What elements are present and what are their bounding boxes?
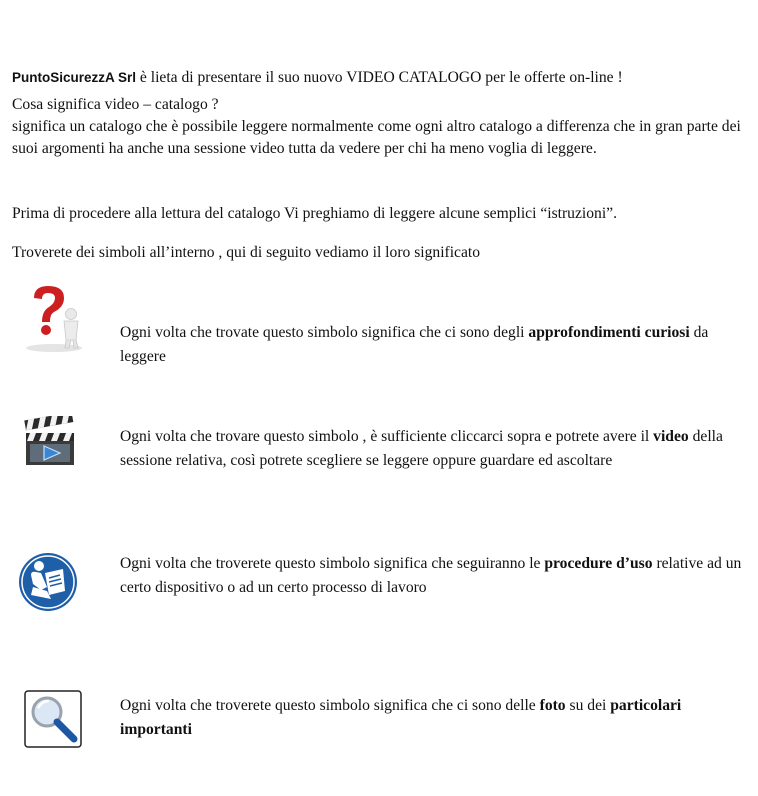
intro-symbols: Troverete dei simboli all’interno , qui di seguito vediamo il loro significato — [12, 244, 481, 261]
intro-announcement: è lieta di presentare il suo nuovo VIDEO CATALOGO per le offerte on-line ! — [136, 69, 623, 86]
highlight-procedure: procedure d’uso — [544, 555, 653, 572]
symbol-description-photos: Ogni volta che troverete questo simbolo significa che ci sono delle foto su dei particolari importanti — [120, 697, 682, 738]
intro-answer: significa un catalogo che è possibile leggere normalmente come ogni altro catalogo a differenza che in gran parte dei suoi argomenti ha anche una sessione video tutta da vedere per chi ha meno voglia di leggere. — [12, 118, 741, 157]
symbol-description-procedures: Ogni volta che troverete questo simbolo significa che seguiranno le procedure d’uso relative ad un certo dispositivo o ad un certo processo di lavoro — [120, 555, 742, 596]
manual-reading-icon — [17, 551, 79, 613]
magnifier-icon — [24, 690, 82, 748]
video-clapperboard-icon[interactable] — [22, 416, 78, 468]
symbol-description-curiosities: Ogni volta che trovate questo simbolo significa che ci sono degli approfondimenti curiosi da leggere — [120, 324, 709, 365]
intro-instructions: Prima di procedere alla lettura del catalogo Vi preghiamo di leggere alcune semplici “istruzioni”. — [12, 205, 617, 222]
question-person-icon — [14, 284, 88, 354]
intro-line-1 — [12, 67, 752, 89]
company-name: PuntoSicurezzA Srl — [12, 70, 137, 85]
intro-question: Cosa significa video – catalogo ? — [12, 96, 219, 113]
highlight-approfondimenti: approfondimenti curiosi — [528, 324, 690, 341]
symbol-description-video: Ogni volta che trovare questo simbolo , è sufficiente cliccarci sopra e potrete avere il video della sessione relativa, così potrete scegliere se leggere oppure guardare ed ascoltare — [120, 428, 723, 469]
highlight-video: video — [653, 428, 689, 445]
highlight-particolari: particolari importanti — [120, 697, 682, 738]
highlight-foto: foto — [539, 697, 566, 714]
